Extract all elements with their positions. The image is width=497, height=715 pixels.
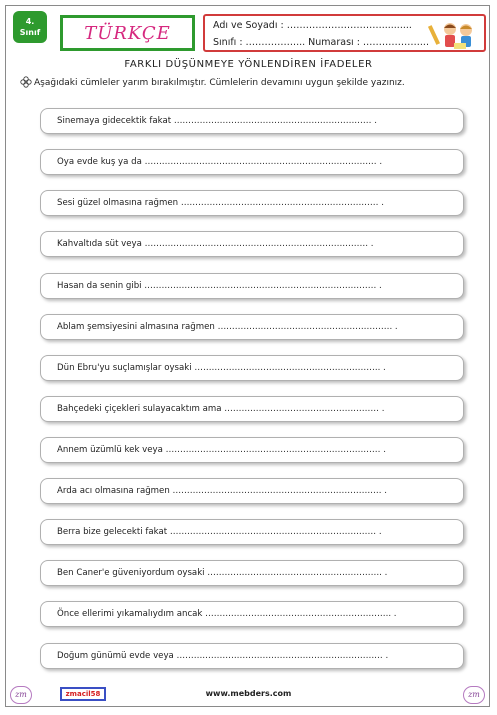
sentence-row[interactable] bbox=[40, 560, 464, 586]
sentence-row[interactable] bbox=[40, 231, 464, 257]
sentence-row[interactable] bbox=[40, 396, 464, 422]
sentence-row[interactable] bbox=[40, 643, 464, 669]
worksheet-title: FARKLI DÜŞÜNMEYE YÖNLENDİREN İFADELER bbox=[124, 59, 373, 70]
sentence-row[interactable] bbox=[40, 437, 464, 463]
sentence-row[interactable] bbox=[40, 314, 464, 340]
instruction-text: Aşağıdaki cümleler yarım bırakılmıştır. Cümlelerin devamını uygun şekilde yazınız. bbox=[34, 78, 405, 88]
sentence-text: Oya evde kuş ya da ……………………………………………………………………… . bbox=[57, 157, 383, 167]
student-info-box bbox=[203, 14, 486, 52]
sentence-text: Kahvaltıda süt veya …………………………………………………………………… . bbox=[57, 239, 374, 249]
sentence-text: Ben Caner'e güveniyordum oysaki ……………………………………………………. . bbox=[57, 568, 388, 578]
footer-logo-right: zm bbox=[463, 686, 485, 704]
footer-logo-left: zm bbox=[10, 686, 32, 704]
sentence-text: Berra bize gelecekti fakat ……………………………………………………………… . bbox=[57, 527, 382, 537]
sentence-text: Sinemaya gidecektik fakat …………………………………………………………… . bbox=[57, 116, 377, 126]
footer-tag: zmacil58 bbox=[60, 687, 106, 701]
sentence-row[interactable] bbox=[40, 149, 464, 175]
flower-icon bbox=[20, 76, 32, 88]
footer-website-link[interactable]: www.mebders.com bbox=[205, 689, 292, 698]
sentence-row[interactable] bbox=[40, 190, 464, 216]
subject-title-box bbox=[60, 15, 195, 51]
grade-badge bbox=[13, 11, 47, 43]
sentence-text: Bahçedeki çiçekleri sulayacaktım ama ……………………………………………… . bbox=[57, 404, 385, 414]
sentence-row[interactable] bbox=[40, 108, 464, 134]
sentence-text: Annem üzümlü kek veya ………………………………………………………………… . bbox=[57, 445, 386, 455]
grade-number: 4. bbox=[25, 17, 35, 26]
sentence-text: Doğum günümü evde veya ……………………………………………………………… . bbox=[57, 651, 389, 661]
sentence-text: Dün Ebru'yu suçlamışlar oysaki ……………………………………………………….. . bbox=[57, 363, 386, 373]
sentence-row[interactable] bbox=[40, 519, 464, 545]
subject-title: TÜRKÇE bbox=[84, 22, 171, 44]
sentence-text: Hasan da senin gibi ……………………………………………………………………… . bbox=[57, 281, 382, 291]
sentence-row[interactable] bbox=[40, 478, 464, 504]
sentence-row[interactable] bbox=[40, 355, 464, 381]
name-field[interactable]: Adı ve Soyadı : ………………………….......... bbox=[213, 20, 412, 31]
sentence-text: Önce ellerimi yıkamalıydım ancak ……………………………………………………….. . bbox=[57, 609, 397, 619]
sentence-text: Sesi güzel olmasına rağmen …………………………………………………………… . bbox=[57, 198, 384, 208]
sentence-text: Ablam şemsiyesini almasına rağmen ……………………………………………………. . bbox=[57, 322, 398, 332]
grade-label: Sınıf bbox=[19, 28, 41, 37]
students-illustration-icon bbox=[428, 19, 480, 51]
sentence-row[interactable] bbox=[40, 273, 464, 299]
class-number-field[interactable]: Sınıfı : …………….... Numarası : ………………... bbox=[213, 37, 429, 48]
sentence-text: Arda acı olmasına rağmen ………………………………………………………………. . bbox=[57, 486, 387, 496]
sentence-row[interactable] bbox=[40, 601, 464, 627]
